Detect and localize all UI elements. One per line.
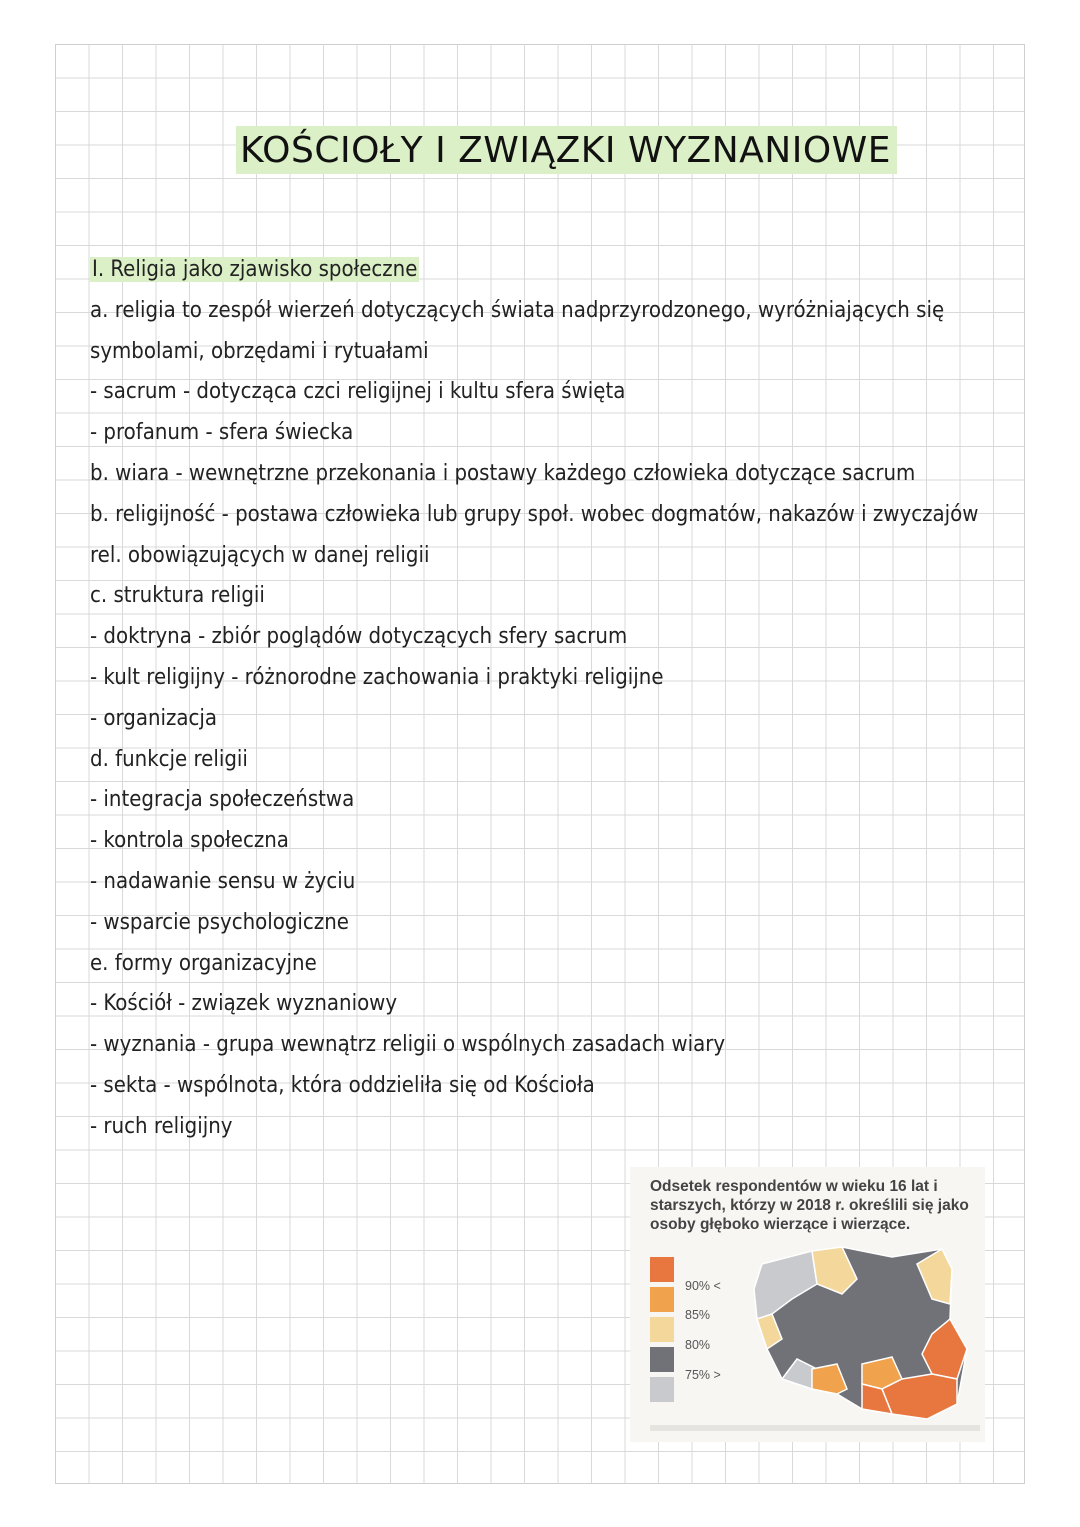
- notes-body: [90, 250, 990, 1148]
- note-line: - wsparcie psychologiczne: [90, 909, 349, 935]
- legend-label-85: 85%: [685, 1308, 711, 1322]
- section-heading: [90, 250, 990, 291]
- note-line: - sacrum - dotycząca czci religijnej i kultu sfera święta: [90, 379, 626, 405]
- note-line: - sekta - wspólnota, która oddzieliła się od Kościoła: [90, 1072, 595, 1098]
- religiosity-map-figure: [630, 1167, 985, 1442]
- note-line: - doktryna - zbiór poglądów dotyczących sfery sacrum: [90, 624, 628, 650]
- legend-swatch-85: [650, 1287, 674, 1312]
- legend-swatch-75: [650, 1347, 674, 1372]
- note-line: c. struktura religii: [90, 583, 265, 609]
- note-line: - wyznania - grupa wewnątrz religii o wspólnych zasadach wiary: [90, 1032, 726, 1058]
- note-line: - kult religijny - różnorodne zachowania i praktyki religijne: [90, 664, 664, 690]
- page-title: KOŚCIOŁY I ZWIĄZKI WYZNANIOWE: [236, 126, 897, 174]
- note-line: b. religijność - postawa człowieka lub grupy społ. wobec dogmatów, nakazów i zwyczajów: [90, 501, 979, 527]
- note-line: - profanum - sfera świecka: [90, 420, 354, 446]
- note-line: - nadawanie sensu w życiu: [90, 868, 356, 894]
- legend-label-80: 80%: [685, 1338, 711, 1352]
- section-heading-text: I. Religia jako zjawisko społeczne: [92, 257, 418, 282]
- note-line: - ruch religijny: [90, 1113, 233, 1139]
- map-footer-strip: [650, 1425, 980, 1431]
- map-caption: Odsetek respondentów w wieku 16 lat i starszych, którzy w 2018 r. określili się jako osoby głęboko wierzące i wierzące.: [650, 1178, 969, 1233]
- note-line: - Kościół - związek wyznaniowy: [90, 991, 398, 1017]
- note-line: e. formy organizacyjne: [90, 950, 317, 976]
- note-line: - kontrola społeczna: [90, 828, 289, 854]
- legend-swatch-lowest: [650, 1377, 674, 1402]
- note-line: d. funkcje religii: [90, 746, 248, 772]
- note-line: symbolami, obrzędami i rytuałami: [90, 338, 429, 364]
- note-line: rel. obowiązujących w danej religii: [90, 542, 430, 568]
- legend-label-75: 75% >: [685, 1368, 721, 1382]
- note-line: - integracja społeczeństwa: [90, 787, 355, 813]
- note-line: - organizacja: [90, 705, 218, 731]
- legend-label-90: 90% <: [685, 1279, 721, 1293]
- note-line: a. religia to zespół wierzeń dotyczących świata nadprzyrodzonego, wyróżniających się: [90, 297, 945, 323]
- legend-swatch-80: [650, 1317, 674, 1342]
- legend-swatch-90: [650, 1257, 674, 1282]
- note-line: b. wiara - wewnętrzne przekonania i postawy każdego człowieka dotyczące sacrum: [90, 460, 916, 486]
- poland-regions-map: [742, 1239, 977, 1424]
